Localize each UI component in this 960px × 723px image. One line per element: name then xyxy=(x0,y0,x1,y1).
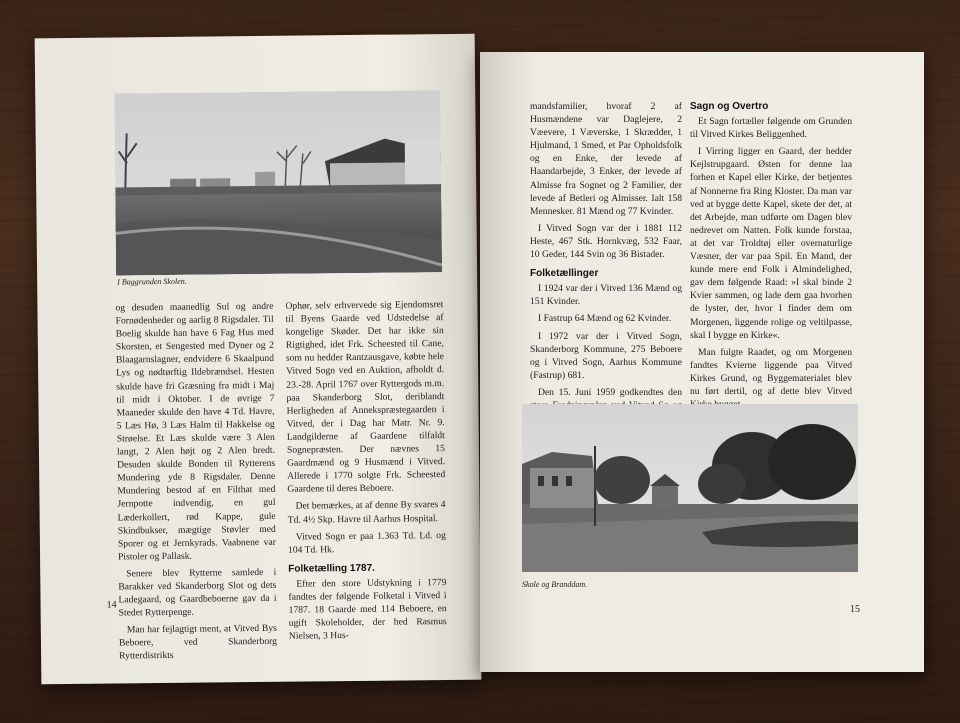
school-photo-left xyxy=(114,90,442,275)
school-photo-right xyxy=(522,404,858,572)
paragraph: I 1924 var der i Vitved 136 Mænd og 151 Kvinder. xyxy=(530,283,682,308)
paragraph: Et Sagn fortæller følgende om Grunden til Vitved Kirkes Beliggenhed. xyxy=(690,116,852,141)
right-column-1 xyxy=(530,100,682,442)
paragraph: Efter den store Udstykning i 1779 fandtes der følgende Folketal i Vitved i 1787. 18 Gaarde med 114 Beboere, en ugift Skoleholder, der hed Rasmus Nielsen, 3 Hus- xyxy=(288,576,447,642)
paragraph: Vitved Sogn er paa 1.363 Td. Ld. og 104 Td. Hk. xyxy=(287,529,446,556)
paragraph: I Vitved Sogn var der i 1881 112 Heste, 467 Stk. Hornkvæg, 532 Faar, 10 Geder, 144 Svin og 36 Bistader. xyxy=(530,222,682,261)
left-photo-caption: I Baggrunden Skolen. xyxy=(117,276,187,287)
right-photo-caption: Skole og Branddam. xyxy=(522,580,588,589)
section-heading: Sagn og Overtro xyxy=(690,101,769,112)
paragraph: I Fastrup 64 Mænd og 62 Kvinder. xyxy=(538,313,671,325)
paragraph: Man har fejlagtigt ment, at Vitved Bys Beboere, ved Skanderborg Rytterdistrikts xyxy=(118,623,278,662)
left-column-1 xyxy=(115,300,277,667)
paragraph: Senere blev Rytterne samlede i Barakker ved Skanderborg Slot og dets Ladegaard, og Gaardbeboerne gav da i Stedet Rytterpenge. xyxy=(118,566,277,619)
page-number-left: 14 xyxy=(106,599,117,611)
left-column-2 xyxy=(285,298,447,647)
right-column-2 xyxy=(690,100,852,445)
paragraph: I 1972 var der i Vitved Sogn, Skanderborg Kommune, 275 Beboere og i Vitved Sogn, Aarhus Kommune (Fastrup) 681. xyxy=(530,330,682,381)
paragraph: I Virring ligger en Gaard, der hedder Kejlstrupgaard. Østen for denne laa forhen et Kapel eller Kirke, der betjentes af Nonnerne fra Ring Kloster. Da man var ved at bygge dette Kapel, skete der det, at det Arbejde, man udførte om Dagen blev nedrevet om Natten. Folk kunde forstaa, at det var Troldtøj eller overnaturlige Væsner, der var paa Spil. En Mand, der kunde mere end Folk i Almindelighed, gav dem følgende Raad: »I skal binde 2 Kvier sammen, og lade dem gaa hvorhen de lyster, der, hvor I finder dem om Morgenen, liggende rolige og veltilpasse, skal I bygge en Kirke«. xyxy=(690,146,852,341)
paragraph: Den 15. Juni 1959 godkendtes den xyxy=(538,386,682,398)
paragraph: og desuden maanedlig Sul og andre Fornødenheder og aarlig 8 Rigsdaler. Til Boelig skulde han have 6 Fag Hus med Skorsten, et Sengested med Dyner og 2 Blaagarnslagner, endvidere 6 Skaalpund Lys og nødtørftig Ildebrændsel. Hesten skulde have fri Græsning fra midt i Maj til midt i Oktober. I de øvrige 7 Maaneder skulde den have 4 Td. Havre, 5 Læs Hø, 3 Læs Halm til Hakkelse og Strøelse. Et Læs skulde være 3 Alen langt, 2 Alen højt og 2 Alen bredt. Desuden skulde Bonden til Rytterens Mundering yde 8 Rigsdaler. Denne Mundering bestod af en Filthat med Jernpotte indvendig, en gul Læderkollert, rød Kappe, gule Skindbukser, mægtige Støvler med Sporer og et Jernkyrads. Vaabnene var Pistoler og Pallask. xyxy=(115,300,276,563)
paragraph: mandsfamilier, hvoraf 2 af Husmændene var Daglejere, 2 Væevere, 1 Væverske, 1 Skrædder, 1 Hjulmand, 1 Smed, et Par Opholdsfolk og en Enke, der levede af Haandarbejde, 3 Enker, der levede af Almisse fra Sognet og 2 Familier, der levede af Betleri og Almisser. Ialt 158 Mennesker. 81 Mænd og 77 Kvinder. xyxy=(530,101,682,217)
paragraph: Man fulgte Raadet, og om Morgenen fandtes Kvierne liggende paa Vitved Kirkes Grund, og Byggematerialet blev nu ført dertil, og af dette blev Vitved xyxy=(690,346,852,397)
page-number-right: 15 xyxy=(850,604,860,615)
paragraph: Ophør, selv erhvervede sig Ejendomsret til Byens Gaarde ved Udstedelse af kongelige Skøder. Det har ikke sin Rigtighed, idet Frk. Scheested til Cane, som nu hedder Rantzausgave, købte hele Vitved Sogn ved en Auktion, afholdt d. 23.-28. April 1767 over Ryttergods m.m. paa Skanderborg Slot, deriblandt Herligheden af Annekspræstegaarden i Vitved, der i Dag har Matr. Nr. 9. Landgilderne af Gaardene tilfaldt Sognepræsten. Der nævnes 15 Gaardmænd og 9 Husmænd i Vitved. Allerede i 1770 solgte Frk. Scheested Gaardene til deres Beboere. xyxy=(285,299,446,496)
section-heading: Folketællinger xyxy=(530,268,599,280)
paragraph: Det bemærkes, at af denne By svares 4 Td. 4½ Skp. Havre til Aarhus Hospital. xyxy=(287,499,446,526)
section-heading: Folketælling 1787. xyxy=(288,562,375,575)
left-page xyxy=(35,34,482,685)
right-page xyxy=(480,52,924,672)
